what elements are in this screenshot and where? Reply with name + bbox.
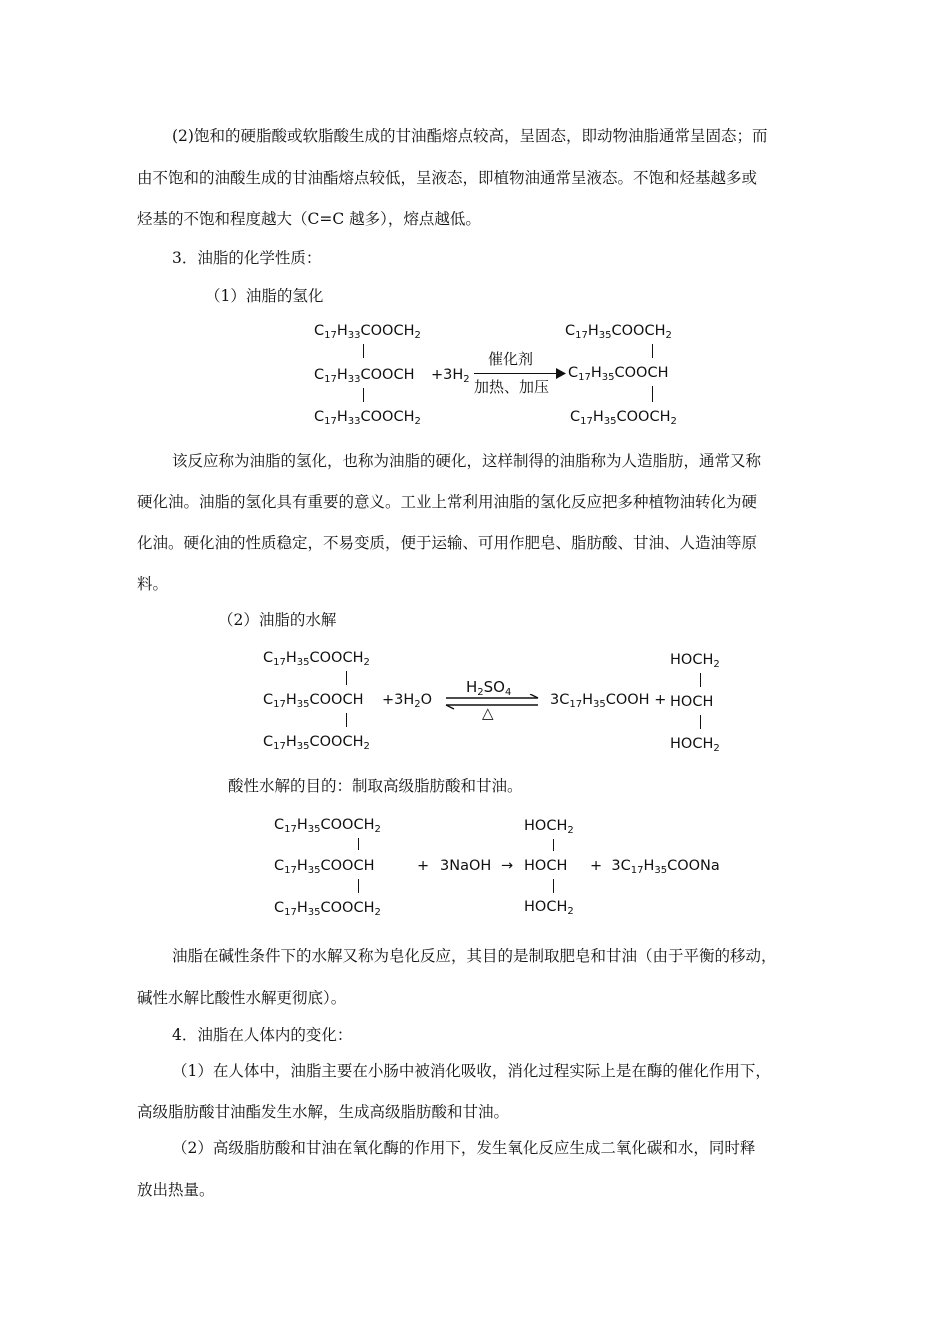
sulfuric-acid-catalyst: $H_2SO_4$: [466, 678, 512, 698]
section4-p2-line1: （2）高级脂肪酸和甘油在氧化酶的作用下，发生氧化反应生成二氧化碳和水，同时释: [172, 1139, 756, 1157]
bond: [700, 673, 701, 687]
reactant-bot: $C_{17}H_{33}COOCH_2$: [314, 409, 421, 427]
glycerol-bot: $HOCH_2$: [670, 736, 720, 754]
reactant-top: $C_{17}H_{35}COOCH_2$: [263, 650, 370, 668]
bond: [358, 879, 359, 893]
bond: [652, 386, 653, 402]
hydrogen-reagent: $+3H_2$: [431, 367, 470, 385]
heat-symbol: △: [482, 704, 494, 722]
para3-line2: 碱性水解比酸性水解更彻底）。: [137, 989, 347, 1007]
bond: [363, 344, 364, 358]
product-bot: $C_{17}H_{35}COOCH_2$: [570, 409, 677, 427]
glycerol-mid: HOCH: [524, 858, 568, 874]
reactant-top: $C_{17}H_{35}COOCH_2$: [274, 817, 381, 835]
section3-heading: 3．油脂的化学性质：: [172, 249, 322, 267]
hydrolysis-heading: （2）油脂的水解: [218, 611, 337, 629]
glycerol-mid: HOCH: [670, 694, 714, 710]
glycerol-top: $HOCH_2$: [524, 818, 574, 836]
conditions-label: 加热、加压: [474, 378, 550, 396]
reactant-mid: $C_{17}H_{35}COOCH$: [263, 692, 364, 710]
reactant-bot: $C_{17}H_{35}COOCH_2$: [263, 734, 370, 752]
reactant-top: $C_{17}H_{33}COOCH_2$: [314, 323, 421, 341]
plus-sign: +: [417, 858, 430, 874]
para1-line1: (2)饱和的硬脂酸或软脂酸生成的甘油酯熔点较高，呈固态，即动物油脂通常呈固态；而: [172, 127, 768, 145]
reactant-mid: $C_{17}H_{35}COOCH$: [274, 858, 375, 876]
para2-line1: 该反应称为油脂的氢化，也称为油脂的硬化，这样制得的油脂称为人造脂肪，通常又称: [172, 452, 762, 470]
soap-product: + $3C_{17}H_{35}COONa$: [590, 858, 720, 876]
bond: [363, 388, 364, 402]
naoh-reagent: 3NaOH: [440, 858, 492, 874]
arrow-head-icon: [556, 368, 566, 379]
bond: [346, 713, 347, 727]
bond: [358, 838, 359, 850]
bond: [346, 671, 347, 685]
para2-line4: 料。: [137, 575, 169, 593]
para3-line1: 油脂在碱性条件下的水解又称为皂化反应，其目的是制取肥皂和甘油（由于平衡的移动，: [172, 947, 777, 965]
bond: [553, 839, 554, 851]
reaction-arrow: →: [501, 858, 514, 874]
section4-p2-line2: 放出热量。: [137, 1181, 215, 1199]
para2-line3: 化油。硬化油的性质稳定，不易变质，便于运输、可用作肥皂、脂肪酸、甘油、人造油等原: [137, 534, 758, 552]
acid-hydrolysis-purpose: 酸性水解的目的：制取高级脂肪酸和甘油。: [228, 777, 523, 795]
reactant-mid: $C_{17}H_{33}COOCH$: [314, 367, 415, 385]
water-reagent: $+3H_2O$: [382, 692, 433, 710]
section4-p1-line1: （1）在人体中，油脂主要在小肠中被消化吸收，消化过程实际上是在酶的催化作用下，: [172, 1062, 771, 1080]
hydrogenation-heading: （1）油脂的氢化: [205, 287, 324, 305]
reactant-bot: $C_{17}H_{35}COOCH_2$: [274, 900, 381, 918]
catalyst-label: 催化剂: [488, 350, 534, 368]
product-top: $C_{17}H_{35}COOCH_2$: [565, 323, 672, 341]
bond: [652, 344, 653, 358]
para2-line2: 硬化油。油脂的氢化具有重要的意义。工业上常利用油脂的氢化反应把多种植物油转化为硬: [137, 493, 758, 511]
fatty-acid-product: $3C_{17}H_{35}COOH$ +: [550, 692, 667, 710]
section4-heading: 4．油脂在人体内的变化：: [172, 1026, 353, 1044]
reaction-arrow-line: [474, 373, 562, 374]
para1-line2: 由不饱和的油酸生成的甘油酯熔点较低，呈液态，即植物油通常呈液态。不饱和烃基越多或: [137, 169, 758, 187]
bond: [553, 879, 554, 893]
section4-p1-line2: 高级脂肪酸甘油酯发生水解，生成高级脂肪酸和甘油。: [137, 1103, 510, 1121]
glycerol-top: $HOCH_2$: [670, 652, 720, 670]
glycerol-bot: $HOCH_2$: [524, 899, 574, 917]
para1-line3: 烃基的不饱和程度越大（C=C 越多），熔点越低。: [137, 210, 481, 228]
bond: [700, 715, 701, 729]
product-mid: $C_{17}H_{35}COOCH$: [568, 365, 669, 383]
